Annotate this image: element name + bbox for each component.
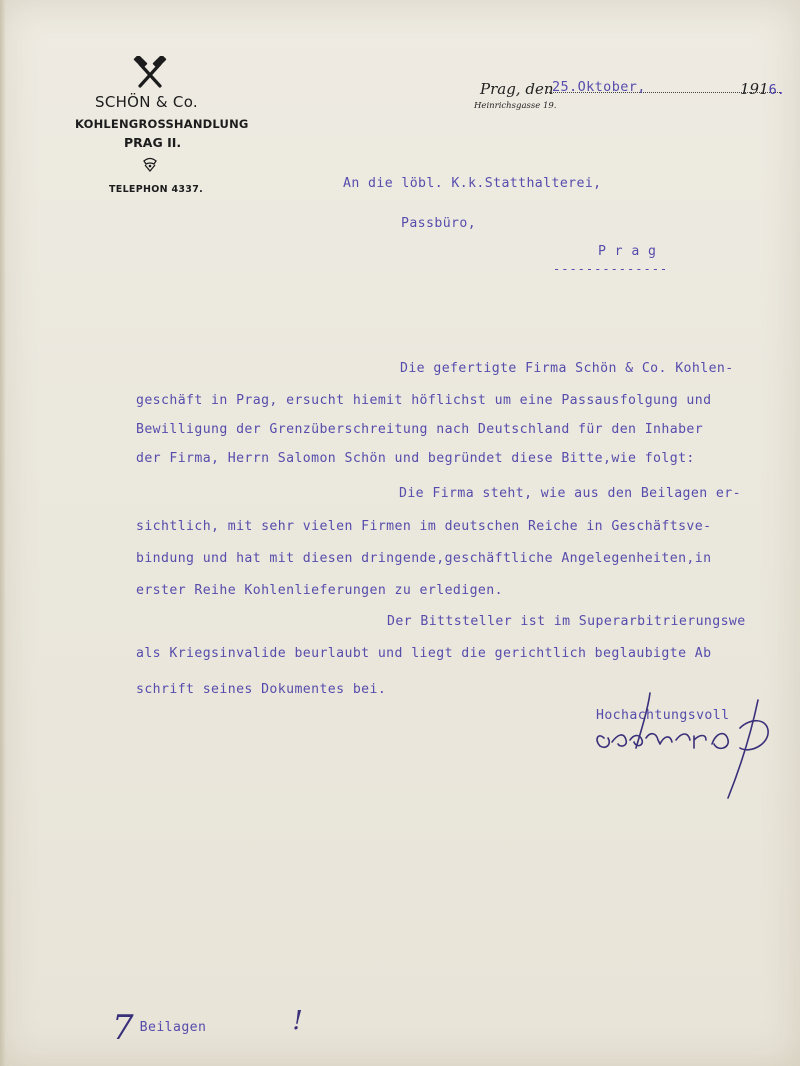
- enclosure-label: Beilagen: [139, 1020, 207, 1035]
- dateline-prefix: Prag, den: [480, 80, 554, 98]
- body-line-7: bindung und hat mit diesen dringende,geschäftliche Angelegenheiten,in: [136, 551, 712, 566]
- recipient-line-1: An die löbl. K.k.Statthalterei,: [343, 176, 602, 191]
- body-line-2: geschäft in Prag, ersucht hiemit höflichst um eine Passausfolgung und: [136, 393, 712, 408]
- year-suffix: 6.: [768, 82, 785, 98]
- body-line-10: als Kriegsinvalide beurlaubt und liegt die gerichtlich beglaubigte Ab: [136, 646, 712, 661]
- address-street: Heinrichsgasse 19.: [474, 101, 557, 111]
- telephone-emblem-icon: [141, 155, 159, 173]
- enclosure-count: 7: [112, 1008, 134, 1048]
- recipient-underline: --------------: [553, 262, 669, 276]
- body-line-1: Die gefertigte Firma Schön & Co. Kohlen-: [400, 361, 734, 376]
- closing-salutation: Hochachtungsvoll: [596, 708, 730, 723]
- dateline-year: [740, 80, 785, 98]
- company-city: PRAG II.: [124, 135, 182, 150]
- body-line-4: der Firma, Herrn Salomon Schön und begründet diese Bitte,wie folgt:: [136, 451, 695, 466]
- body-line-11: schrift seines Dokumentes bei.: [136, 682, 387, 697]
- company-phone: TELEPHON 4337.: [109, 184, 204, 195]
- body-line-5: Die Firma steht, wie aus den Beilagen er-: [399, 486, 741, 501]
- handwritten-signature: [590, 688, 780, 803]
- company-name: SCHÖN & Co.: [95, 93, 198, 111]
- date-typed: 25.Oktober,: [552, 79, 646, 95]
- year-prefix: 191: [740, 80, 769, 98]
- body-line-6: sichtlich, mit sehr vielen Firmen im deutschen Reiche in Geschäftsve-: [136, 519, 712, 534]
- recipient-line-2: Passbüro,: [401, 216, 477, 231]
- enclosure-mark: !: [292, 1006, 303, 1036]
- company-trade: KOHLENGROSSHANDLUNG: [75, 117, 249, 131]
- recipient-line-3: P r a g: [598, 244, 657, 259]
- enclosure-note: [112, 1002, 303, 1048]
- body-line-3: Bewilligung der Grenzüberschreitung nach Deutschland für den Inhaber: [136, 422, 704, 437]
- crossed-hammers-icon: [132, 56, 168, 90]
- paper-edge: [0, 0, 6, 1066]
- body-line-8: erster Reihe Kohlenlieferungen zu erledigen.: [136, 583, 503, 598]
- body-line-9: Der Bittsteller ist im Superarbitrierungswe: [387, 614, 746, 629]
